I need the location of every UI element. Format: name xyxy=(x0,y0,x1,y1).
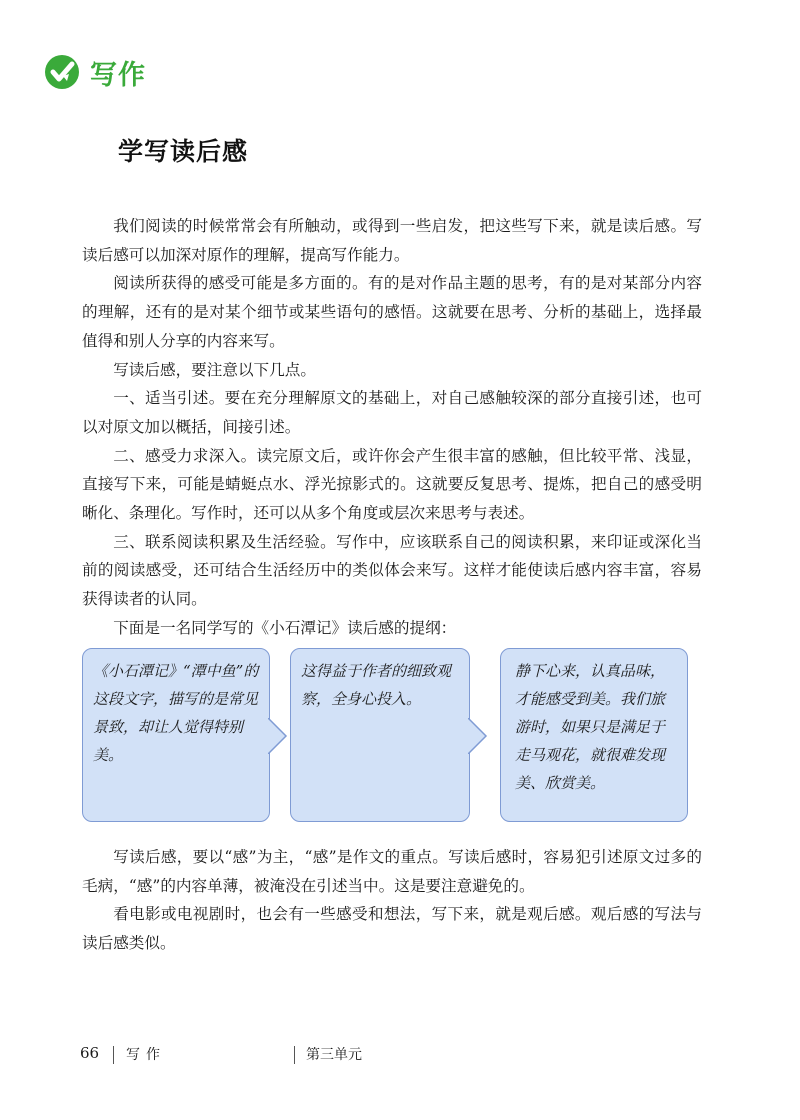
arrow-right-icon xyxy=(468,718,488,754)
paragraph: 我们阅读的时候常常会有所触动，或得到一些启发，把这些写下来，就是读后感。写读后感可以加深对原作的理解，提高写作能力。 xyxy=(82,217,702,264)
pen-check-icon xyxy=(44,54,80,90)
footer-unit: 第三单元 xyxy=(306,1047,362,1063)
closing-body xyxy=(82,843,702,958)
paragraph: 下面是一名同学写的《小石潭记》读后感的提纲： xyxy=(113,618,457,637)
footer-divider xyxy=(113,1046,114,1064)
outline-box-2: 这得益于作者的细致观察，全身心投入。 xyxy=(290,648,470,822)
paragraph: 一、适当引述。要在充分理解原文的基础上，对自己感触较深的部分直接引述，也可以对原文加以概括，间接引述。 xyxy=(82,389,702,436)
section-header xyxy=(44,52,146,92)
paragraph: 阅读所获得的感受可能是多方面的。有的是对作品主题的思考，有的是对某部分内容的理解，还有的是对某个细节或某些语句的感悟。这就要在思考、分析的基础上，选择最值得和别人分享的内容来写。 xyxy=(82,274,702,350)
paragraph: 三、联系阅读积累及生活经验。写作中，应该联系自己的阅读积累，来印证或深化当前的阅读感受，还可结合生活经历中的类似体会来写。这样才能使读后感内容丰富，容易获得读者的认同。 xyxy=(82,532,702,609)
article-body xyxy=(82,212,702,643)
footer-section: 写作 xyxy=(126,1047,166,1063)
footer-divider xyxy=(294,1046,295,1064)
paragraph: 二、感受力求深入。读完原文后，或许你会产生很丰富的感触，但比较平常、浅显，直接写下来，可能是蜻蜓点水、浮光掠影式的。这就要反复思考、提炼，把自己的感受明晰化、条理化。写作时，还可以从多个角度或层次来思考与表述。 xyxy=(82,446,702,523)
outline-box-1: 《小石潭记》“潭中鱼”的这段文字，描写的是常见景致，却让人觉得特别美。 xyxy=(82,648,270,822)
page-title: 学写读后感 xyxy=(118,137,249,166)
page-number: 66 xyxy=(80,1044,100,1062)
arrow-right-icon xyxy=(268,718,288,754)
outline-box-3: 静下心来，认真品味，才能感受到美。我们旅游时，如果只是满足于走马观花，就很难发现美、欣赏美。 xyxy=(500,648,688,822)
page-footer xyxy=(0,1044,800,1068)
paragraph: 看电影或电视剧时，也会有一些感受和想法，写下来，就是观后感。观后感的写法与读后感类似。 xyxy=(82,905,702,953)
paragraph: 写读后感，要以“感”为主，“感”是作文的重点。写读后感时，容易犯引述原文过多的毛病，“感”的内容单薄，被淹没在引述当中。这是要注意避免的。 xyxy=(82,848,702,895)
section-title: 写作 xyxy=(90,59,146,91)
paragraph: 写读后感，要注意以下几点。 xyxy=(113,360,316,379)
outline-diagram xyxy=(82,648,688,824)
